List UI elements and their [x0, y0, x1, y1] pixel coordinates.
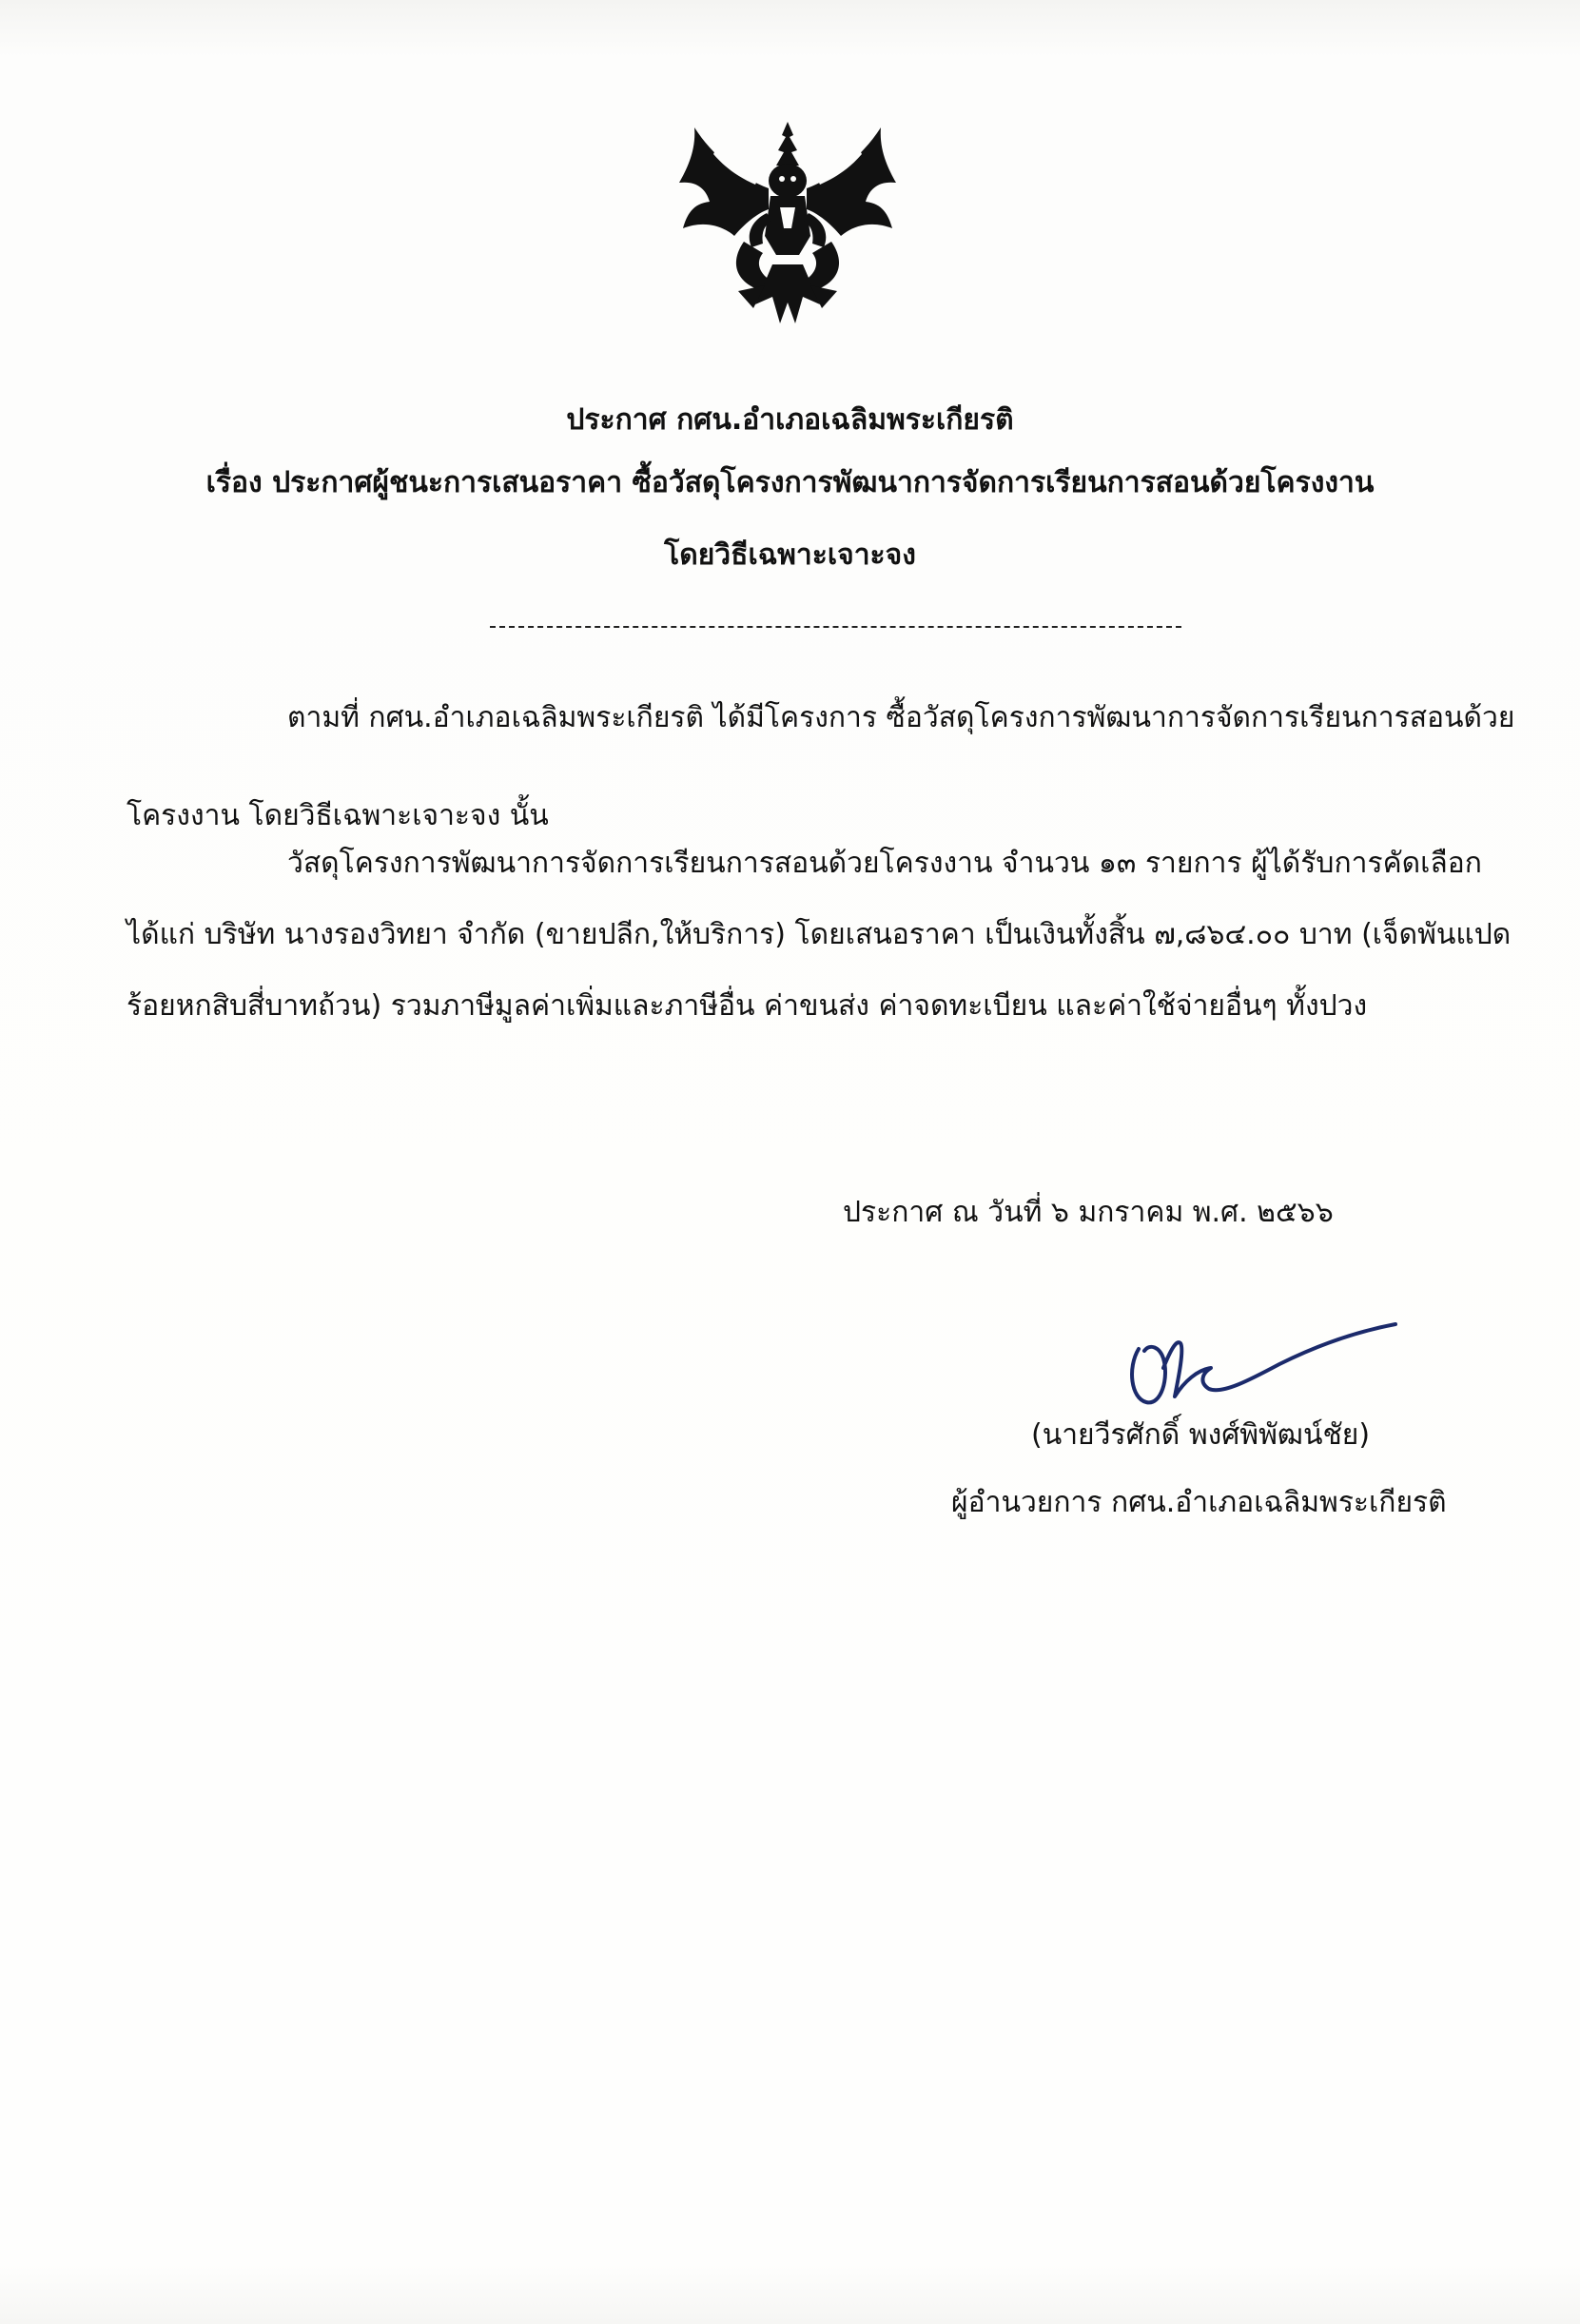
body-paragraph-2-line-1: วัสดุโครงการพัฒนาการจัดการเรียนการสอนด้วยโครงงาน จำนวน ๑๓ รายการ ผู้ได้รับการคัดเลือก [287, 847, 1482, 880]
announcement-date: ประกาศ ณ วันที่ ๖ มกราคม พ.ศ. ๒๕๖๖ [843, 1196, 1334, 1229]
body-paragraph-2-line-3: ร้อยหกสิบสี่บาทถ้วน) รวมภาษีมูลค่าเพิ่มและภาษีอื่น ค่าขนส่ง ค่าจดทะเบียน และค่าใช้จ่ายอื่นๆ ทั้งปวง [127, 989, 1368, 1023]
garuda-emblem-icon [677, 122, 898, 323]
body-paragraph-1-line-2: โครงงาน โดยวิธีเฉพาะเจาะจง นั้น [127, 799, 549, 832]
announcement-heading: ประกาศ กศน.อำเภอเฉลิมพระเกียรติ [566, 403, 1014, 437]
handwritten-signature [1118, 1311, 1398, 1416]
body-paragraph-2-line-2: ได้แก่ บริษัท นางรองวิทยา จำกัด (ขายปลีก,ให้บริการ) โดยเสนอราคา เป็นเงินทั้งสิ้น ๗,๘๖๔.๐๐ บาท (เจ็ดพันแปด [127, 918, 1512, 951]
announcement-subject: เรื่อง ประกาศผู้ชนะการเสนอราคา ซื้อวัสดุโครงการพัฒนาการจัดการเรียนการสอนด้วยโครงงาน [205, 466, 1375, 499]
signatory-position: ผู้อำนวยการ กศน.อำเภอเฉลิมพระเกียรติ [951, 1486, 1447, 1519]
announcement-method: โดยวิธีเฉพาะเจาะจง [664, 538, 916, 572]
signatory-name: (นายวีรศักดิ์ พงศ์พิพัฒน์ชัย) [1031, 1418, 1371, 1452]
body-paragraph-1-line-1: ตามที่ กศน.อำเภอเฉลิมพระเกียรติ ได้มีโครงการ ซื้อวัสดุโครงการพัฒนาการจัดการเรียนการสอนด้วย [287, 701, 1515, 734]
heading-divider [490, 626, 1181, 628]
